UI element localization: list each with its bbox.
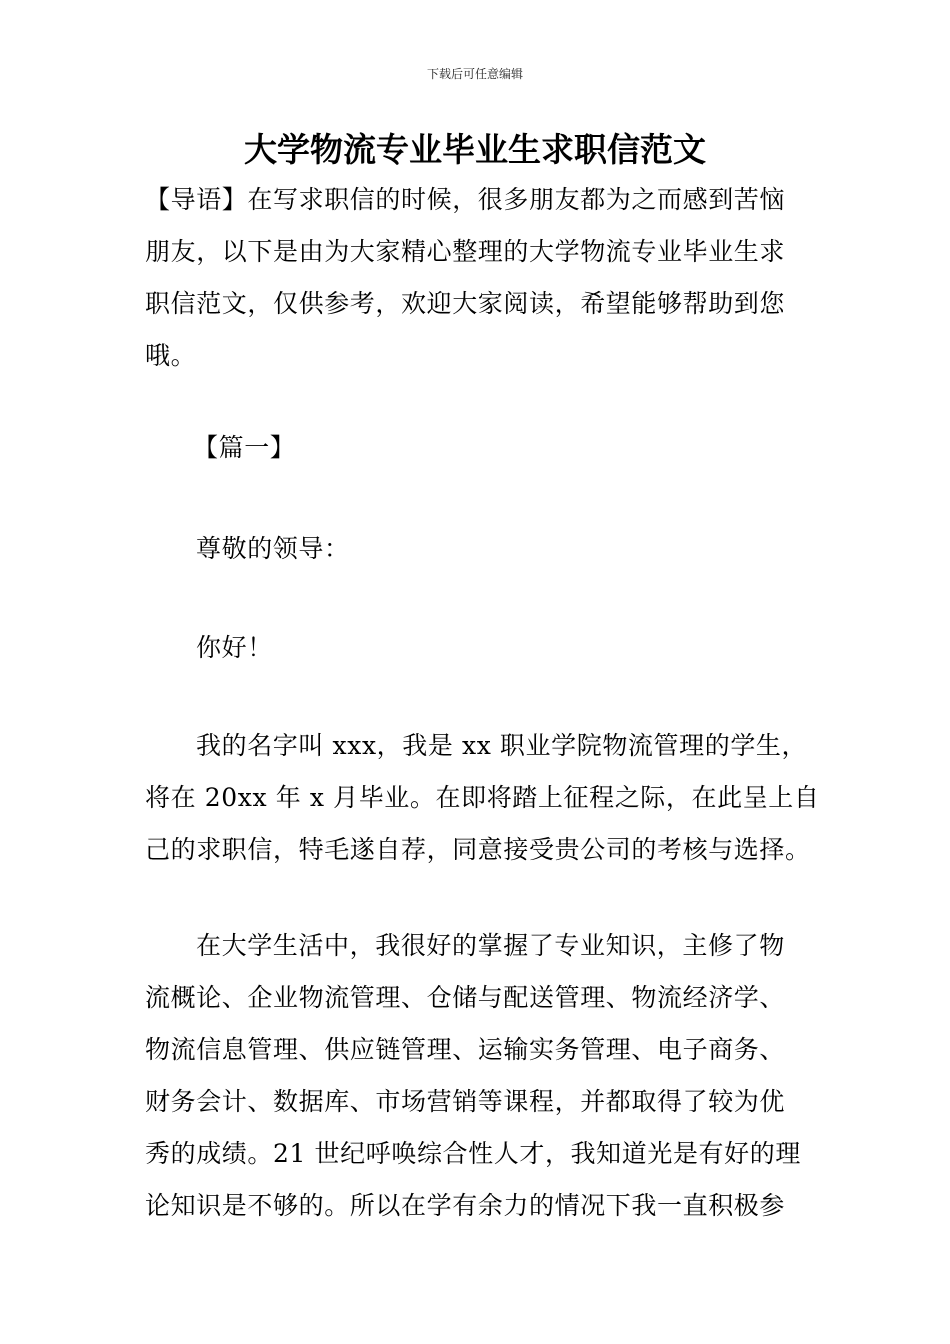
- paragraph-line: 秀的成绩。21 世纪呼唤综合性人才，我知道光是有好的理: [145, 1139, 801, 1168]
- paragraph-line: 己的求职信，特毛遂自荐，同意接受贵公司的考核与选择。: [145, 835, 811, 864]
- document-title: 大学物流专业毕业生求职信范文: [244, 130, 706, 169]
- paragraph-line: 财务会计、数据库、市场营销等课程，并都取得了较为优: [145, 1087, 786, 1116]
- paragraph-1: [145, 720, 820, 876]
- section-heading-text: 【篇一】: [193, 433, 296, 462]
- paragraph-2: [145, 920, 807, 1232]
- intro-line: 【导语】在写求职信的时候，很多朋友都为之而感到苦恼: [145, 185, 786, 214]
- intro-line: 职信范文，仅供参考，欢迎大家阅读，希望能够帮助到您: [145, 289, 786, 318]
- greeting-text: 你好！: [196, 633, 273, 662]
- header-note: 下载后可任意编辑: [426, 67, 523, 81]
- intro-line: 朋友，以下是由为大家精心整理的大学物流专业毕业生求: [145, 237, 786, 266]
- salutation: [196, 523, 858, 575]
- intro-paragraph: [145, 174, 807, 382]
- salutation-text: 尊敬的领导：: [196, 534, 350, 563]
- paragraph-line: 在大学生活中，我很好的掌握了专业知识，主修了物: [196, 931, 785, 960]
- paragraph-line: 将在 20xx 年 x 月毕业。在即将踏上征程之际，在此呈上自: [145, 783, 820, 812]
- paragraph-line: 物流信息管理、供应链管理、运输实务管理、电子商务、: [145, 1035, 786, 1064]
- paragraph-line: 我的名字叫 xxx，我是 xx 职业学院物流管理的学生，: [196, 731, 808, 760]
- paragraph-line: 论知识是不够的。所以在学有余力的情况下我一直积极参: [145, 1191, 786, 1220]
- intro-line: 哦。: [145, 341, 197, 370]
- paragraph-line: 流概论、企业物流管理、仓储与配送管理、物流经济学、: [145, 983, 786, 1012]
- greeting: [196, 622, 858, 674]
- section-heading: [193, 422, 855, 474]
